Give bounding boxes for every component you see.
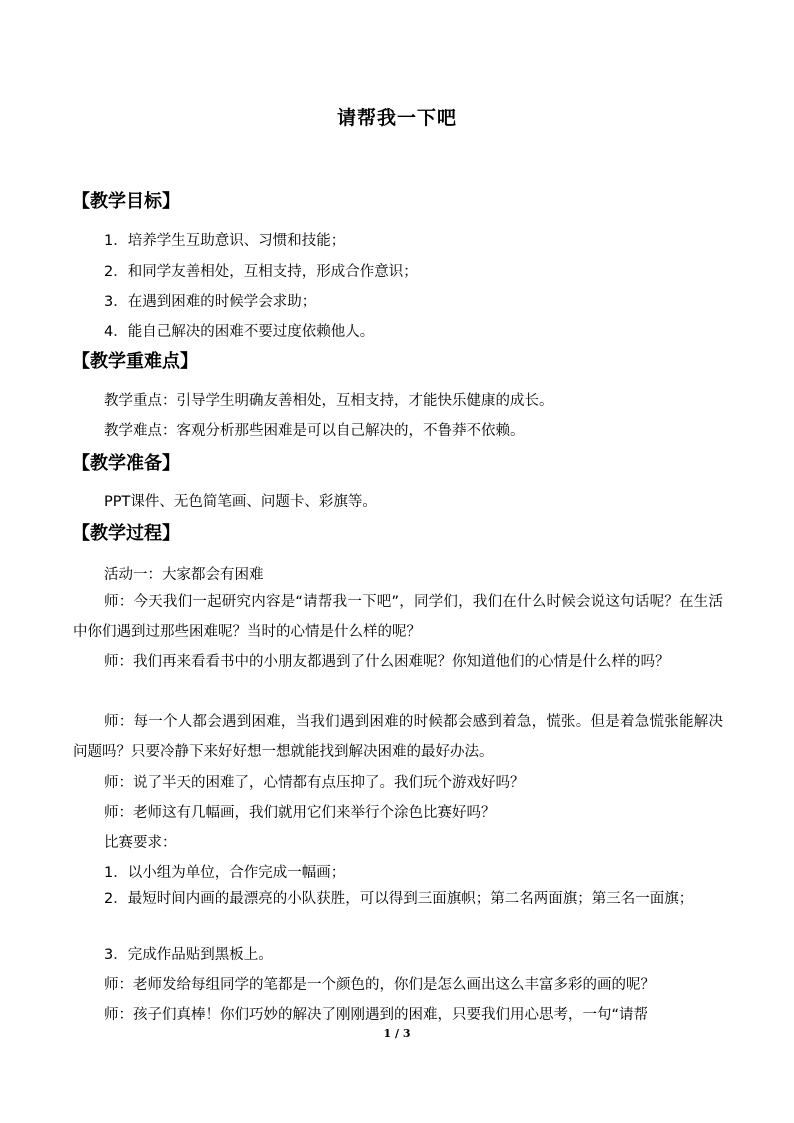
goal-item: 1．培养学生互助意识、习惯和技能； <box>104 233 346 249</box>
goal-item: 4．能自己解决的困难不要过度依赖他人。 <box>104 324 375 340</box>
process-paragraph: 师：今天我们一起研究内容是“请帮我一下吧”，同学们，我们在什么时候会说这句话呢？在生活中你们遇到过那些困难呢？当时的心情是什么样的呢？ <box>73 594 723 640</box>
document-title: 请帮我一下吧 <box>336 107 457 129</box>
section-heading-preparation: 【教学准备】 <box>72 453 180 474</box>
key-point-item: 教学重点：引导学生明确友善相处，互相支持，才能快乐健康的成长。 <box>104 393 554 409</box>
process-paragraph: 师：老师发给每组同学的笔都是一个颜色的，你们是怎么画出这么丰富多彩的画的呢？ <box>104 977 655 993</box>
activity-title: 活动一：大家都会有困难 <box>104 567 264 583</box>
process-paragraph: 师：老师这有几幅画，我们就用它们来举行个涂色比赛好吗？ <box>104 805 496 821</box>
process-paragraph: 师：孩子们真棒！你们巧妙的解决了刚刚遇到的困难，只要我们用心思考，一句“请帮 <box>104 1007 649 1023</box>
rule-item: 1．以小组为单位，合作完成一幅画； <box>104 865 346 881</box>
preparation-text: PPT课件、无色简笔画、问题卡、彩旗等。 <box>104 494 377 510</box>
goal-item: 2．和同学友善相处，互相支持，形成合作意识； <box>104 264 418 280</box>
process-paragraph: 师：我们再来看看书中的小朋友都遇到了什么困难呢？你知道他们的心情是什么样的吗？ <box>104 654 670 670</box>
process-paragraph: 师：每一个人都会遇到困难，当我们遇到困难的时候都会感到着急，慌张。但是着急慌张能解决问题吗？只要冷静下来好好想一想就能找到解决困难的最好办法。 <box>73 714 723 760</box>
page-number: 1 / 3 <box>383 1027 411 1040</box>
section-heading-goals: 【教学目标】 <box>72 191 180 212</box>
rule-item: 3．完成作品贴到黑板上。 <box>104 947 273 963</box>
section-heading-process: 【教学过程】 <box>72 523 180 544</box>
process-paragraph: 师：说了半天的困难了，心情都有点压抑了。我们玩个游戏好吗？ <box>104 775 525 791</box>
goal-item: 3．在遇到困难的时候学会求助； <box>104 294 317 310</box>
key-point-item: 教学难点：客观分析那些困难是可以自己解决的，不鲁莽不依赖。 <box>104 423 525 439</box>
section-heading-key-points: 【教学重难点】 <box>72 351 198 372</box>
rules-label: 比赛要求： <box>104 835 177 851</box>
rule-item: 2．最短时间内画的最漂亮的小队获胜，可以得到三面旗帜；第二名两面旗；第三名一面旗； <box>104 891 694 907</box>
